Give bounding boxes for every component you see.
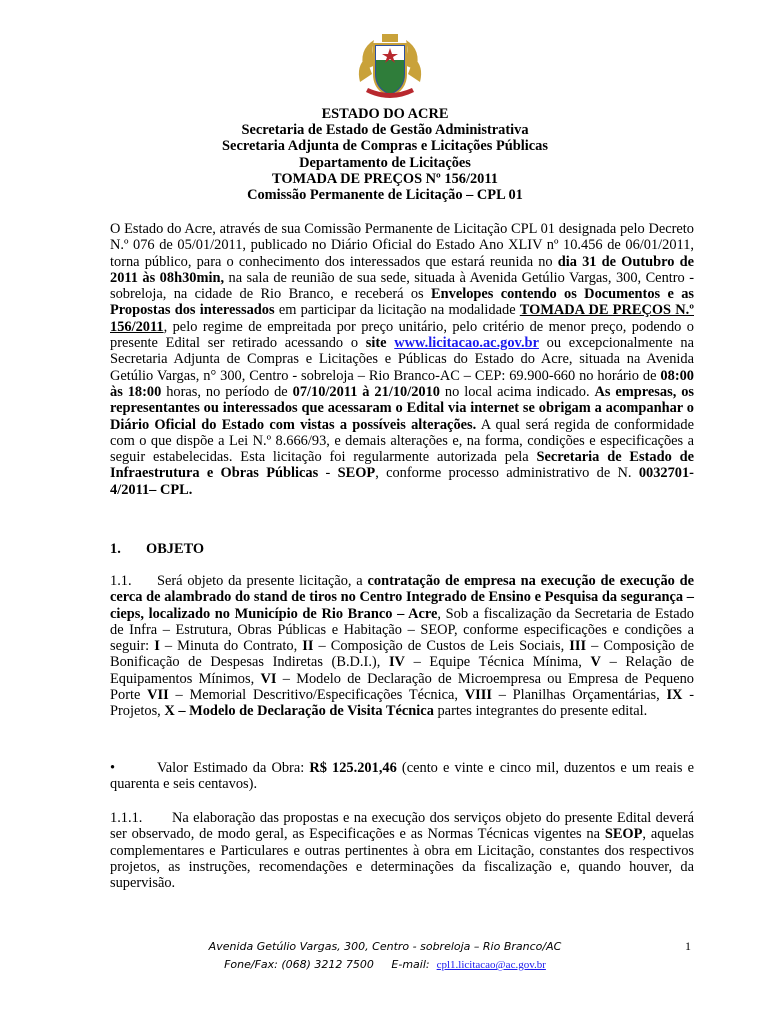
page-number: 1 (685, 939, 691, 953)
item-1-1-1-paragraph: 1.1.1. Na elaboração das propostas e na execução dos serviços objeto do presente Edital deverá ser observado, de modo geral, as Especificações e as Normas Técnicas vigentes na SEOP, aquelas complementares e Particulares e outras pertinentes à obra em Licitação, constantes dos respectivos projetos, as instruções, recomendações e determinações da fiscalização e, quando houver, da supervisão. (110, 810, 694, 892)
header-state: ESTADO DO ACRE (321, 106, 449, 122)
acre-coat-of-arms-icon (356, 30, 424, 102)
bullet: • (110, 760, 116, 776)
edital-site-link[interactable]: www.licitacao.ac.gov.br (394, 335, 539, 352)
header-department: Departamento de Licitações (299, 154, 471, 171)
document-header (0, 106, 770, 203)
estimated-value-paragraph: • Valor Estimado da Obra: R$ 125.201,46 (cento e vinte e cinco mil, duzentos e um reais e quarenta e seis centavos). (110, 760, 694, 793)
header-tender-title: TOMADA DE PREÇOS Nº 156/2011 (272, 170, 498, 187)
footer-contact: Fone/Fax: (068) 3212 7500 E-mail: cpl1.licitacao@ac.gov.br (224, 958, 546, 971)
estimated-value: R$ 125.201,46 (309, 760, 397, 776)
header-commission: Comissão Permanente de Licitação – CPL 01 (247, 187, 523, 204)
header-secretariat: Secretaria de Estado de Gestão Administrativa (241, 122, 529, 139)
footer-address: Avenida Getúlio Vargas, 300, Centro - sobreloja – Rio Branco/AC (208, 940, 562, 953)
footer-email-link[interactable]: cpl1.licitacao@ac.gov.br (436, 959, 546, 971)
section-heading-objeto: 1. OBJETO (110, 541, 205, 557)
header-adjunct-secretariat: Secretaria Adjunta de Compras e Licitações Públicas (222, 138, 548, 155)
item-1-1-paragraph: 1.1. Será objeto da presente licitação, a contratação de empresa na execução de execução de cerca de alambrado do stand de tiros no Centro Integrado de Ensino e Pesquisa da segurança – cieps, localizado no Município de Rio Branco – Acre, Sob a fiscalização da Secretaria de Estado de Infra – Estrutura, Obras Públicas e Habitação – SEOP, conforme especificações e condições a seguir: I – Minuta do Contrato, II – Composição de Custos de Leis Sociais, III – Composição de Bonificação de Despesas Indiretas (B.D.I.), IV – Equipe Técnica Mínima, V – Relação de Equipamentos Mínimos, VI – Modelo de Declaração de Microempresa ou Empresa de Pequeno Porte VII – Memorial Descritivo/Especificações Técnica, VIII – Planilhas Orçamentárias, IX - Projetos, X – Modelo de Declaração de Visita Técnica partes integrantes do presente edital. (110, 573, 695, 720)
page-footer (0, 938, 770, 974)
intro-paragraph: O Estado do Acre, através de sua Comissão Permanente de Licitação CPL 01 designada pelo Decreto N.º 076 de 05/01/2011, publicado no Diário Oficial do Estado Ano XLIV nº 10.456 de 06/01/2011, torna público, para o conhecimento dos interessados que estará reunida no dia 31 de Outubro de 2011 às 08h30min, na sala de reunião de sua sede, situada à Avenida Getúlio Vargas, 300, Centro - sobreloja, na cidade de Rio Branco, e receberá os Envelopes contendo os Documentos e as Propostas dos interessados em participar da licitação na modalidade TOMADA DE PREÇOS N.º 156/2011, pelo regime de empreitada por preço unitário, pelo critério de menor preço, podendo o presente Edital ser retirado acessando o site www.licitacao.ac.gov.br ou excepcionalmente na Secretaria Adjunta de Compras e Licitações e Públicas do Estado do Acre, situada na Avenida Getúlio Vargas, n° 300, Centro - sobreloja – Rio Branco-AC – CEP: 69.900-660 no horário de 08:00 às 18:00 horas, no período de 07/10/2011 à 21/10/2010 no local acima indicado. As empresas, os representantes ou interessados que acessaram o Edital via internet se obrigam a acompanhar o Diário Oficial do Estado com vistas a possíveis alterações. A qual será regida de conformidade com o que dispõe a Lei N.º 8.666/93, e demais alterações e, na forma, condições e especificações a seguir estabelecidas. Esta licitação foi regularmente autorizada pela Secretaria de Estado de Infraestrutura e Obras Públicas - SEOP, conforme processo administrativo de N. 0032701-4/2011– CPL. (110, 221, 695, 498)
